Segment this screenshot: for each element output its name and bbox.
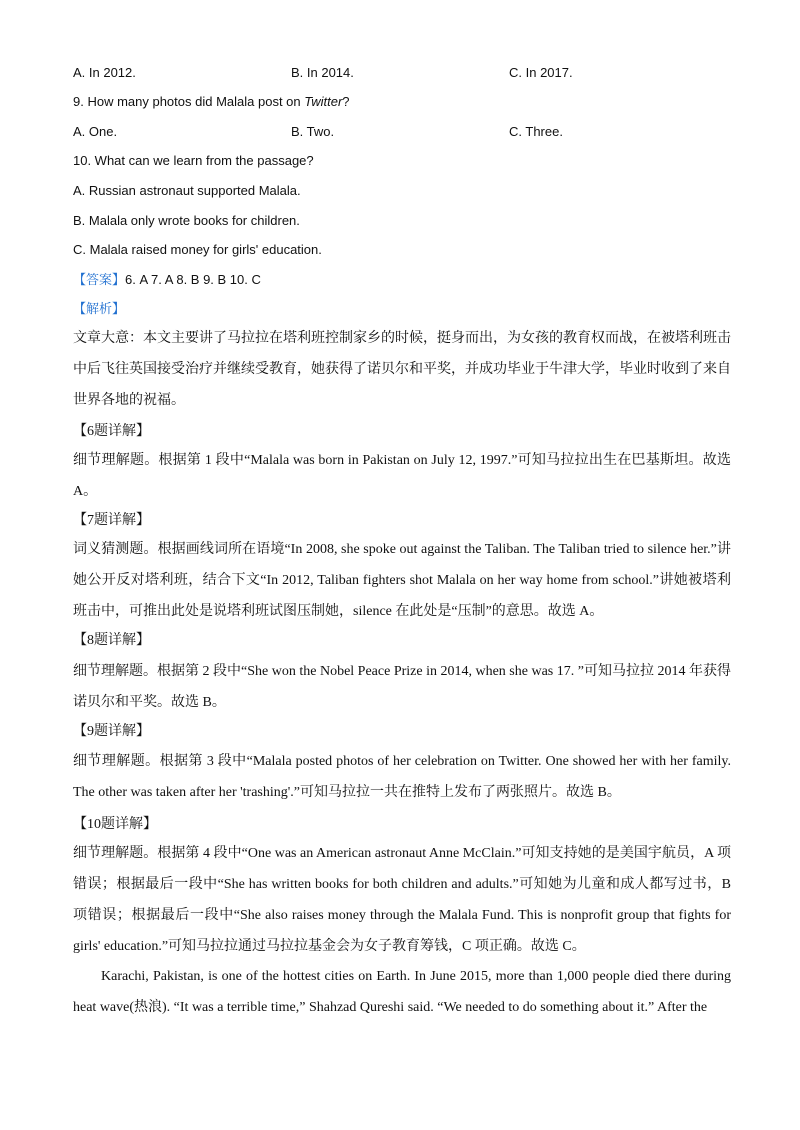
q8-option-b: B. In 2014. [291, 65, 354, 80]
q9-stem [73, 93, 733, 111]
q10-option-b: B. Malala only wrote books for children. [73, 213, 300, 228]
q8-option-c: C. In 2017. [509, 65, 573, 80]
summary-paragraph: 文章大意：本文主要讲了马拉拉在塔利班控制家乡的时候，挺身而出，为女孩的教育权而战，在被塔利班击中后飞往英国接受治疗并继续受教育，她获得了诺贝尔和平奖，并成功毕业于牛津大学，毕业时收到了来自世界各地的祝福。 [73, 331, 731, 408]
q10-body: 细节理解题。根据第 4 段中“One was an American astronaut Anne McClain.”可知支持她的是美国宇航员，A 项错误；根据最后一段中“She has written books for both children and adults.”可知她为儿童和成人都写过书，B 项错误；根据最后一段中“She also raises money through the Malala Fund. This is nonprofit group that fights for girls' education.”可知马拉拉通过马拉拉基金会为女子教育筹钱，C 项正确。故选 C。 [73, 846, 731, 954]
q9-stem-suffix: ? [342, 94, 350, 109]
q9-option-c: C. Three. [509, 124, 563, 139]
q8-header: 【8题详解】 [73, 633, 150, 648]
q9-option-b: B. Two. [291, 124, 335, 139]
q8-body: 细节理解题。根据第 2 段中“She won the Nobel Peace Prize in 2014, when she was 17. ”可知马拉拉 2014 年获得诺贝尔和平奖。故选 B。 [73, 664, 731, 710]
q8-option-a: A. In 2012. [73, 65, 136, 80]
q6-body: 细节理解题。根据第 1 段中“Malala was born in Pakistan on July 12, 1997.”可知马拉拉出生在巴基斯坦。故选A。 [73, 453, 731, 499]
q7-header: 【7题详解】 [73, 513, 150, 528]
answer-label: 【答案】 [73, 272, 126, 287]
q6-header: 【6题详解】 [73, 424, 150, 439]
q9-body: 细节理解题。根据第 3 段中“Malala posted photos of her celebration on Twitter. One showed her with her family. The other was taken after her 'trashing'.”可知马拉拉一共在推特上发布了两张照片。故选 B。 [73, 754, 731, 800]
analysis-label-text: 【解析】 [73, 301, 126, 316]
answer-text: 6. A 7. A 8. B 9. B 10. C [125, 272, 261, 287]
q10-header: 【10题详解】 [73, 817, 157, 832]
q10-stem: 10. What can we learn from the passage? [73, 153, 314, 168]
q9-option-a: A. One. [73, 124, 118, 139]
answer-line [73, 271, 733, 290]
q9-stem-italic: Twitter [304, 94, 343, 109]
analysis-label [73, 300, 733, 319]
q9-stem-text: 9. How many photos did Malala post on [73, 94, 305, 109]
q9-header: 【9题详解】 [73, 724, 150, 739]
next-passage: Karachi, Pakistan, is one of the hottest cities on Earth. In June 2015, more than 1,000 people died there during heat wave(热浪). “It was a terrible time,” Shahzad Qureshi said. “We needed to do something about it.” After the [73, 969, 731, 1015]
q7-body: 词义猜测题。根据画线词所在语境“In 2008, she spoke out against the Taliban. The Taliban tried to silence her.”讲她公开反对塔利班，结合下文“In 2012, Taliban fighters shot Malala on her way home from school.”讲她被塔利班击中，可推出此处是说塔利班试图压制她，silence 在此处是“压制”的意思。故选 A。 [73, 542, 731, 619]
q10-option-a: A. Russian astronaut supported Malala. [73, 183, 301, 198]
q10-option-c: C. Malala raised money for girls' education. [73, 242, 322, 257]
